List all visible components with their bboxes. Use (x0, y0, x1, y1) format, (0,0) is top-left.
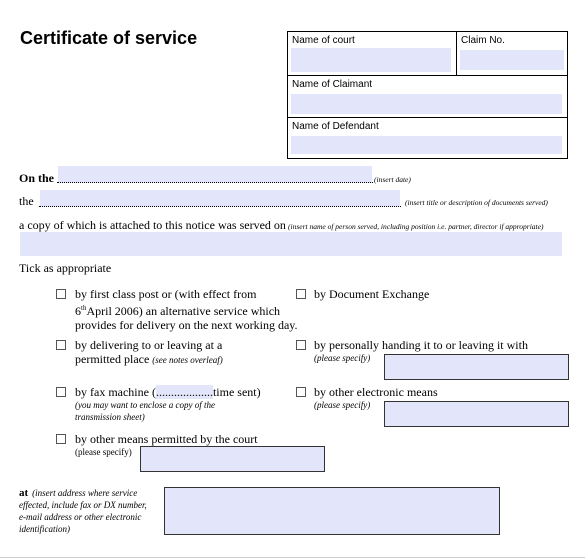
fax-line1: by fax machine ( (75, 385, 156, 399)
name-of-court-cell (288, 32, 457, 76)
address-note1: (insert address where service (32, 488, 138, 498)
at-label: at (19, 487, 29, 499)
delivering-line2: permitted place (75, 352, 150, 366)
page-title: Certificate of service (20, 28, 198, 48)
fax-note2: transmission sheet) (75, 412, 145, 422)
personally-handing-checkbox[interactable] (296, 340, 306, 350)
document-exchange-label: by Document Exchange (314, 287, 430, 301)
address-instructions (19, 486, 169, 535)
document-title-field[interactable] (40, 190, 400, 207)
personally-handing-field[interactable] (384, 354, 569, 380)
on-the-label: On the (19, 171, 55, 185)
delivering-line2-wrap (75, 352, 223, 366)
page-bottom-divider (0, 557, 585, 558)
fax-time-field[interactable]: ................... (155, 385, 213, 399)
delivering-line1: by delivering to or leaving at a (75, 338, 223, 352)
first-class-post-line3: provides for delivery on the next working day. (75, 318, 298, 332)
claimant-cell (288, 76, 567, 118)
claim-no-cell (457, 32, 567, 76)
date-dotted-line (57, 182, 373, 183)
delivering-checkbox[interactable] (56, 340, 66, 350)
defendant-field[interactable] (291, 136, 562, 154)
delivering-note: (see notes overleaf) (152, 355, 223, 365)
address-note3: e-mail address or other electronic (19, 512, 142, 522)
fax-note1: (you may want to enclose a copy of the (75, 400, 215, 410)
fax-checkbox[interactable] (56, 387, 66, 397)
other-means-checkbox[interactable] (56, 434, 66, 444)
first-class-post-line2-wrap (75, 301, 298, 318)
other-means-note: (please specify) (75, 447, 132, 457)
insert-date-note: (insert date) (374, 175, 411, 184)
defendant-label: Name of Defendant (292, 121, 379, 132)
date-field[interactable] (58, 166, 372, 183)
tick-as-appropriate-label: Tick as appropriate (19, 261, 112, 275)
electronic-means-field[interactable] (384, 401, 569, 427)
first-class-post-line1: by first class post or (with effect from (75, 287, 257, 301)
address-note4: identification) (19, 524, 70, 534)
copy-served-text: a copy of which is attached to this notice was served on (19, 218, 286, 232)
fax-line1b: time sent) (212, 385, 261, 399)
court-details-box (287, 31, 568, 159)
first-class-post-checkbox[interactable] (56, 289, 66, 299)
claimant-field[interactable] (291, 94, 562, 114)
personally-handing-note: (please specify) (314, 353, 371, 363)
delivering-option (75, 338, 223, 366)
personally-handing-line1: by personally handing it to or leaving it with (314, 338, 528, 352)
first-class-post-option (75, 287, 298, 332)
post-day: 6 (75, 304, 81, 318)
electronic-means-checkbox[interactable] (296, 387, 306, 397)
address-note2: effected, include fax or DX number, (19, 500, 147, 510)
address-field[interactable] (164, 487, 500, 535)
title-dotted-line (39, 206, 401, 207)
claimant-label: Name of Claimant (292, 79, 373, 90)
post-day-suffix: th (81, 304, 87, 312)
claim-no-field[interactable] (460, 50, 564, 70)
electronic-means-line1: by other electronic means (314, 385, 438, 399)
fax-option (75, 385, 261, 423)
name-of-court-label: Name of court (292, 35, 355, 46)
defendant-cell (288, 118, 567, 158)
name-of-court-field[interactable] (291, 48, 451, 72)
the-label: the (19, 194, 34, 208)
person-served-field[interactable] (20, 232, 562, 256)
electronic-means-note: (please specify) (314, 400, 371, 410)
other-means-field[interactable] (140, 446, 325, 472)
insert-title-note: (insert title or description of documents served) (405, 198, 548, 207)
first-class-post-line2: April 2006) an alternative service which (86, 304, 281, 318)
document-exchange-checkbox[interactable] (296, 289, 306, 299)
other-means-line1: by other means permitted by the court (75, 432, 258, 446)
claim-no-label: Claim No. (461, 35, 505, 46)
insert-person-note: (insert name of person served, including position i.e. partner, director if appropriate) (288, 222, 544, 231)
fax-line1-wrap (75, 385, 261, 399)
